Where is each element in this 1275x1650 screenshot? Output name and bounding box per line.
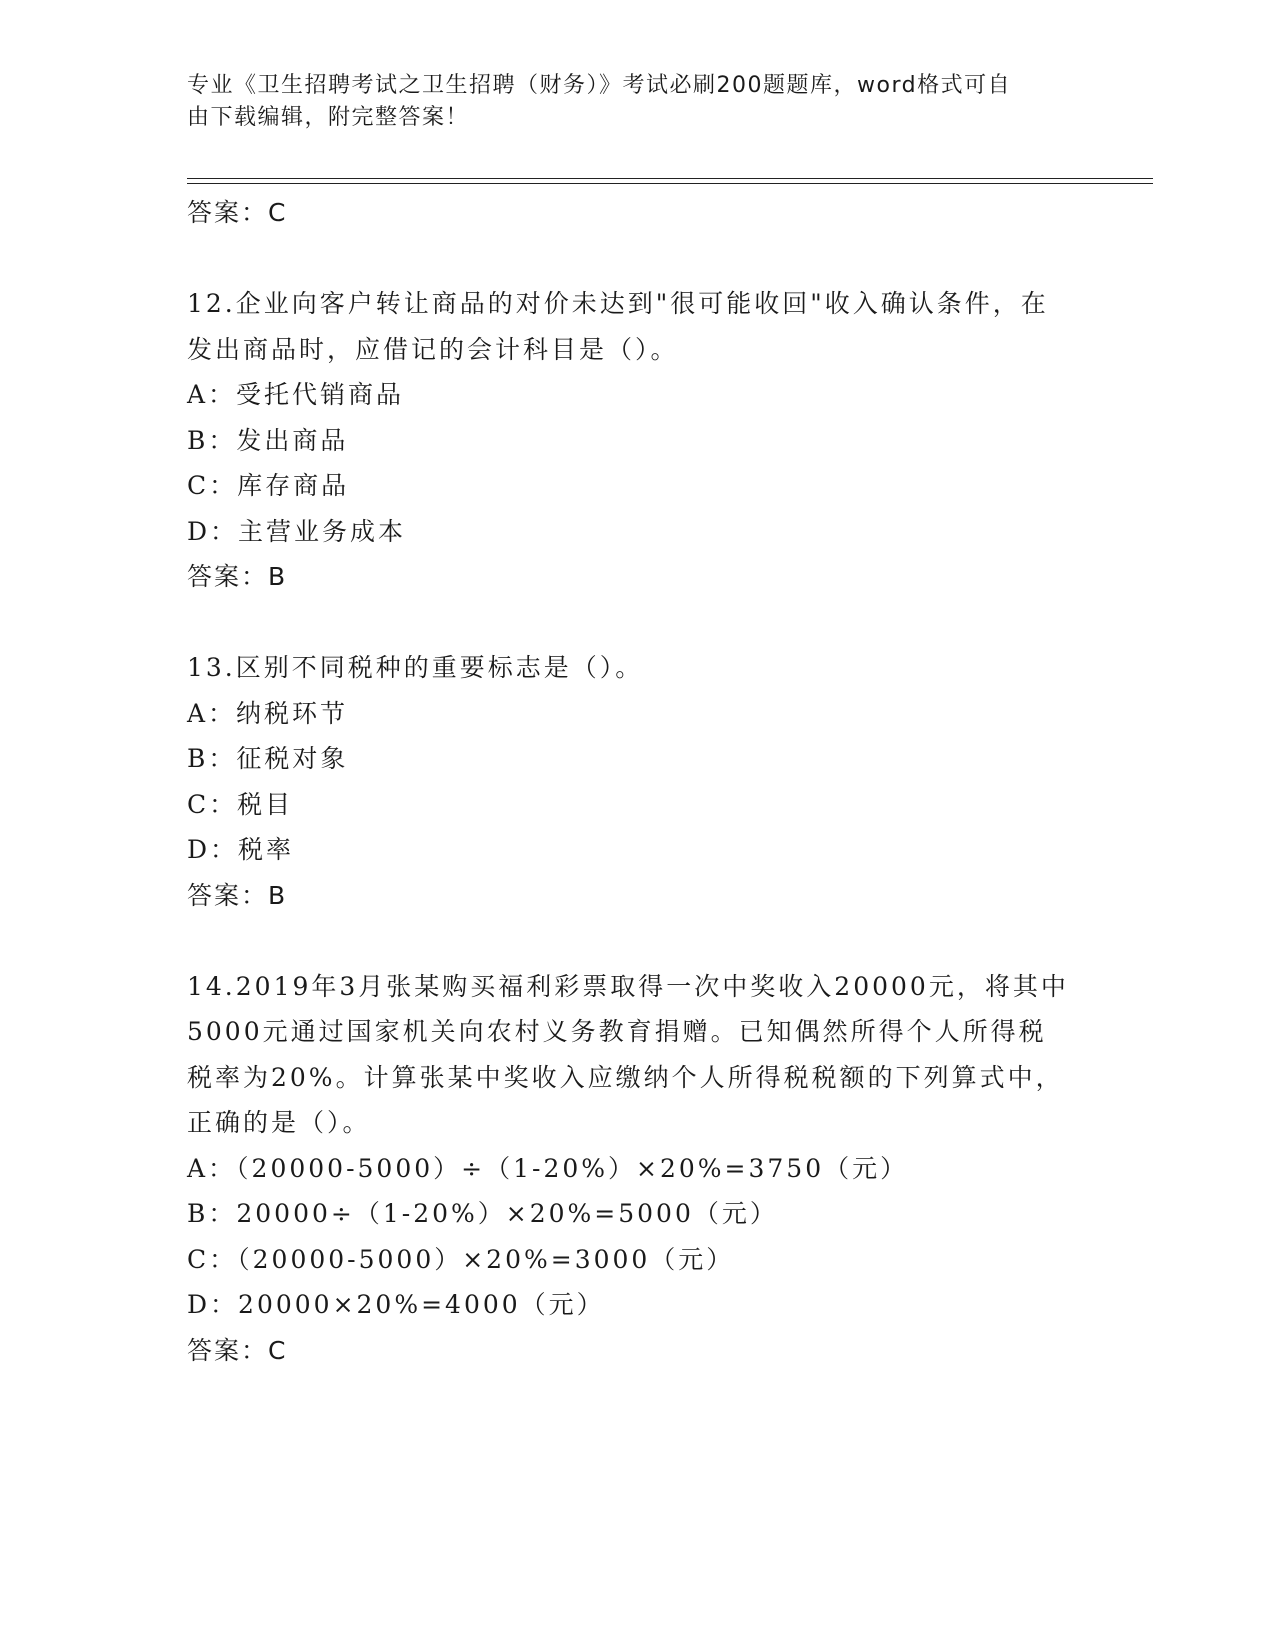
question-12-option-a: A：受托代销商品 <box>187 380 405 409</box>
question-14-answer: 答案：C <box>187 1335 288 1365</box>
question-14-stem-line-4: 正确的是（）。 <box>187 1108 371 1137</box>
question-13-option-a: A：纳税环节 <box>187 698 349 728</box>
question-13-stem: 13.区别不同税种的重要标志是（）。 <box>187 653 644 682</box>
document-body <box>187 190 1087 1373</box>
document-header <box>187 70 1067 134</box>
question-13-option-b: B：征税对象 <box>187 744 349 773</box>
question-14-option-c: C：（20000-5000）×20%=3000（元） <box>187 1244 735 1274</box>
question-12-option-c: C：库存商品 <box>187 471 350 500</box>
question-14-stem-line-1: 14.2019年3月张某购买福利彩票取得一次中奖收入20000元，将其中 <box>187 971 1069 1001</box>
question-12-option-b: B：发出商品 <box>187 425 349 455</box>
question-12-stem-line-1: 12.企业向客户转让商品的对价未达到"很可能收回"收入确认条件，在 <box>187 289 1049 318</box>
question-14-stem-line-3: 税率为20%。计算张某中奖收入应缴纳个人所得税税额的下列算式中， <box>187 1062 1064 1092</box>
answer-previous: 答案：C <box>187 198 288 227</box>
question-13-option-c: C：税目 <box>187 789 294 819</box>
header-divider-top <box>187 178 1153 179</box>
question-14-option-d: D：20000×20%=4000（元） <box>187 1290 605 1319</box>
question-14-stem-line-2: 5000元通过国家机关向农村义务教育捐赠。已知偶然所得个人所得税 <box>187 1017 1047 1046</box>
question-13-option-d: D：税率 <box>187 835 295 864</box>
spacer <box>187 918 1087 964</box>
spacer <box>187 236 1087 282</box>
spacer <box>187 600 1087 646</box>
header-divider-bottom <box>187 183 1153 184</box>
question-13-answer: 答案：B <box>187 880 288 910</box>
question-12-answer: 答案：B <box>187 562 288 591</box>
question-12 <box>187 281 1087 600</box>
question-14-option-a: A：（20000-5000）÷（1-20%）×20%=3750（元） <box>187 1153 909 1183</box>
question-14 <box>187 964 1087 1374</box>
header-line-2: 由下载编辑，附完整答案！ <box>187 105 470 130</box>
question-13 <box>187 645 1087 918</box>
question-12-option-d: D：主营业务成本 <box>187 516 407 546</box>
question-12-stem-line-2: 发出商品时，应借记的会计科目是（）。 <box>187 334 679 364</box>
question-14-option-b: B：20000÷（1-20%）×20%=5000（元） <box>187 1199 778 1228</box>
header-line-1: 专业《卫生招聘考试之卫生招聘（财务）》考试必刷200题题库，word格式可自 <box>187 73 1012 98</box>
